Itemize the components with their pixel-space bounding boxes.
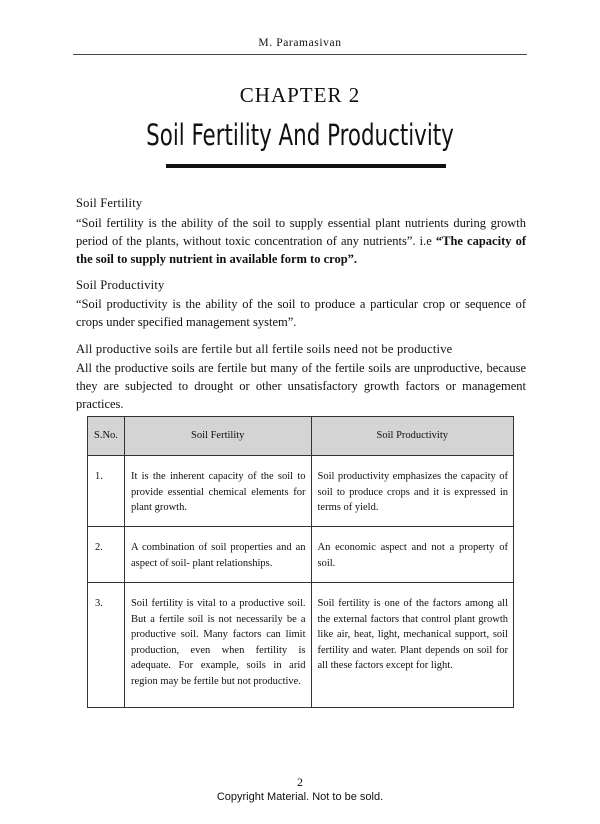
header-soil-productivity: Soil Productivity (311, 417, 513, 456)
definition-text: “Soil fertility is the ability of the soil to supply essential plant nutrients during growth period of the plants, without toxic concentration of any nutrients”. i.e (76, 216, 526, 248)
cell-sno: 3. (88, 583, 125, 708)
section-heading-relation: All productive soils are fertile but all fertile soils need not be productive (76, 342, 453, 356)
copyright-notice: Copyright Material. Not to be sold. (216, 791, 384, 803)
comparison-table (87, 416, 514, 708)
paragraph-relation: All the productive soils are fertile but many of the fertile soils are unproductive, because they are subjected to drought or other unsatisfactory growth factors or management practices. (76, 361, 526, 411)
table-row (88, 456, 514, 527)
cell-productivity: Soil productivity emphasizes the capacity of soil to produce crops and it is expressed in terms of yield. (311, 456, 513, 527)
header-sno: S.No. (88, 417, 125, 456)
paragraph-soil-productivity: “Soil productivity is the ability of the soil to produce a particular crop or sequence of crops under specified management system”. (76, 297, 526, 329)
header-soil-fertility: Soil Fertility (124, 417, 311, 456)
cell-productivity: Soil fertility is one of the factors among all the external factors that control plant growth like air, heat, light, mechanical support, soil fertility and water. Plant depends on soil for all these factors except for light. (311, 583, 513, 708)
cell-sno: 2. (88, 527, 125, 583)
running-header-author: M. Paramasivan (258, 37, 342, 49)
page-number: 2 (297, 775, 303, 789)
chapter-title: Soil Fertility And Productivity (146, 118, 454, 152)
section-heading-soil-productivity: Soil Productivity (76, 278, 165, 292)
definition-bold-text: “The capacity of the soil to supply nutrient in available form to crop”. (76, 234, 526, 266)
cell-fertility: A combination of soil properties and an aspect of soil- plant relationships. (124, 527, 311, 583)
table-row (88, 583, 514, 708)
cell-sno: 1. (88, 456, 125, 527)
cell-fertility: Soil fertility is vital to a productive soil. But a fertile soil is not necessarily be a productive soil. Many factors can limit production, even when fertility is adequate. For example, soils in arid region may be fertile but not productive. (124, 583, 311, 708)
table-row (88, 527, 514, 583)
header-divider (73, 54, 527, 55)
cell-productivity: An economic aspect and not a property of soil. (311, 527, 513, 583)
cell-fertility: It is the inherent capacity of the soil to provide essential chemical elements for plant growth. (124, 456, 311, 527)
chapter-label: CHAPTER 2 (239, 83, 361, 107)
table-header-row (88, 417, 514, 456)
title-underline-bar (166, 164, 446, 168)
section-heading-soil-fertility: Soil Fertility (76, 196, 143, 210)
paragraph-soil-fertility (76, 214, 526, 268)
